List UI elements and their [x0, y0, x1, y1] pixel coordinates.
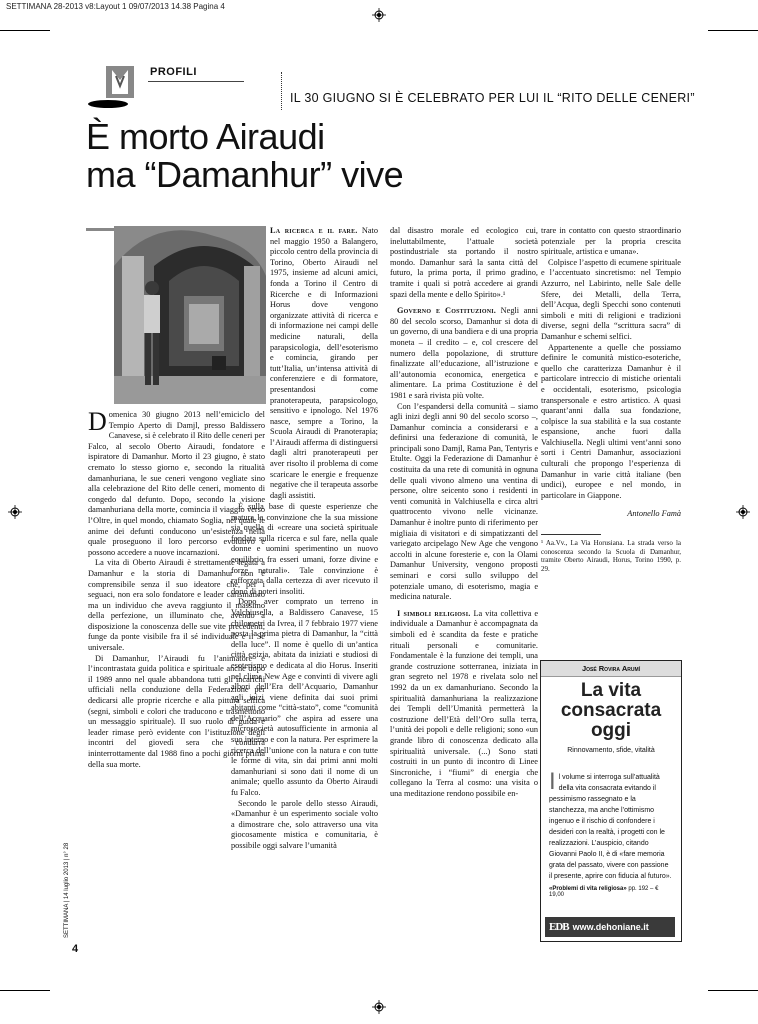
paragraph: È sulla base di queste esperienze che matura la convinzione che la sua missione sia quella di «creare una società spirituale fondata sulla ricerca e sul fare, nella quale donne e uomini sperimentino un nuovo equilibrio fra esseri umani, forze divine e forze naturali». Tale convinzione è rafforzata dalla certezza di aver ricevuto il dono di poteri insoliti.	[231, 502, 378, 596]
book-advertisement	[540, 660, 682, 942]
paragraph: dal disastro morale ed ecologico cui, ineluttabilmente, l’attuale società postindustriale sta portando il nostro mondo. Damanhur sarà la santa città del futuro, la prima porta, il primo gradino, tramite i quali si potrà accedere ai grandi spazi della mente e dello Spirito».¹	[390, 226, 538, 299]
book-description-text: l volume si interroga sull’attualità della vita consacrata evitando il pessimismo rassegnato e la stanchezza, ma anche l’ottimismo ingenuo e il rischio di confondere i desideri con la realtà, i progetti con le realizzazioni. L’auspicio, citando Giovanni Paolo II, è di «fare memoria grata del passato, vivere con passione il presente, aprire con fiducia al futuro».	[549, 774, 672, 880]
section-heading: La ricerca e il fare.	[270, 226, 358, 235]
dotted-divider	[281, 72, 282, 110]
kicker-rule	[148, 81, 244, 82]
paragraph-text: La vita collettiva e individuale a Damanhur è accompagnata da simboli ed è scandita da feste e pratiche rituali personali e comunitarie. Fondamentale è la funzione dei templi, una grande costruzione sotterranea, iniziata in gran segreto nel 1978 e rivelata solo nel 1992 da un ex damanhuriano. Secondo la spiritualità damanhuriana la realizzazione dei Templi dell’Umanità permetterà la costruzione dell’Età dell’Oro sulla terra, l’unità dei popoli e delle religioni; sono «un grande libro di conoscenza dedicato alla spiritualità universale. (...) Sono stati costruiti in un punto di incontro di Linee Sincroniche, i “fiumi” di energia che collegano la Terra al cosmo: una visita o una meditazione rendono possibile en-	[390, 608, 539, 798]
paragraph: Con l’espandersi della comunità – siamo agli inizi degli anni 90 del secolo scorso –, Damanhur comincia a considerarsi e a definirsi una federazione di comunità, le principali sono Damjl, Rama Pan, Tentyris e Etulte. Oggi la Federazione di Damanhur è costituita da una rete di comunità in ognuna delle quali vivono almeno una ventina di persone, oltre seicento sono i residenti in venti comunità in Valchiusella e circa altri quattrocento vivono nelle vicinanze. Damanhur è inoltre punto di riferimento per migliaia di visitatori e di simpatizzanti del variegato arcipelago New Age che vengono accolti in alcune foresterie e, con la Olami Damanhur University, vengono proposti seminari e corsi sullo sviluppo del potenziale umano, di esoterismo, magia e medicina naturale.	[390, 401, 538, 602]
paragraph: Secondo le parole dello stesso Airaudi, «Damanhur è un esperimento sociale volto a dimostrare che, solo attraverso una vita giocosamente mistica e comunitaria, è possibile oggi salvare l’umanità	[231, 798, 378, 850]
paragraph: Appartenente a quelle che possiamo definire le comunità mistico-esoteriche, quello che caratterizza Damanhur è il particolare intreccio di mistiche orientali e occidentali, esoterismo, psicologia transpersonale e estro artistico. A quasi quarant’anni dalla sua fondazione, colpisce la sua stabilità e la sua costante espansione, anche fuori dalla Valchiusella. Negli ultimi vent’anni sono sorti i Centri Damanhur, associazioni culturali che propongo l’esperienza di Damanhur in varie città italiane (ben undici), europee e nel mondo, in particolare in Giappone.	[541, 342, 681, 500]
author-signature: Antonello Famà	[627, 509, 681, 519]
paragraph	[270, 226, 378, 501]
article-subtitle: IL 30 GIUGNO SI È CELEBRATO PER LUI IL “RITO DELLE CENERI”	[290, 91, 695, 105]
book-series: «Problemi di vita religiosa»	[549, 886, 627, 892]
article-column-2-continued	[231, 502, 378, 852]
book-title-line: consacrata	[560, 700, 662, 721]
headline-line-1: È morto Airaudi	[86, 116, 325, 157]
book-series-price	[549, 886, 673, 898]
book-author: José Rovira Arumí	[541, 661, 681, 677]
book-title-line: oggi	[590, 720, 632, 741]
headline-line-2: ma “Damanhur” vive	[86, 154, 404, 195]
crop-mark	[0, 30, 50, 31]
publisher-logo: EDB	[549, 921, 569, 933]
book-title-line: La vita	[580, 680, 642, 701]
paragraph-text: omenica 30 giugno 2013 nell’emiciclo del Tempio Aperto di Damjl, presso Baldissero Canavese, si è celebrato il Rito delle ceneri per Falco, al secolo Oberto Airaudi, fondatore e ispiratore di Damanhur. Morto il 23 giugno, è stato cremato lo stesso giorno e, secondo la ritualità damanhuriana, le sue ceneri vengono vegliate sino alla celebrazione del Rito delle ceneri, momento di congedo dal defunto. Dopo, secondo la visione damanhuriana della morte, comincia il viaggio verso l’Oltre, in quel mondo, chiamato Soglia, nel quale le anime dei defunti conducono un’esistenza nella quale proseguono il loro percorso evolutivo e possono accedere a nuove incarnazioni.	[88, 410, 265, 557]
paragraph: Di Damanhur, l’Airaudi fu l’animatore e l’incontrastata guida politica e spirituale anche dopo il 1989 anno nel quale abbandona tutti gli incarichi ufficiali nella conduzione della Federazione per dedicarsi alle proprie ricerche e alla pittura selfica (segni, simboli e colori che traducono e trasmettono un messaggio spirituale). Il suo ruolo di guida e leader rimase però evidente con l’istituzione degli incontri del giovedì sera che condurrà ininterrottamente dal 1988 fino a pochi giorni prima della sua morte.	[88, 653, 265, 769]
paragraph	[390, 609, 538, 800]
book-title	[541, 681, 681, 741]
printer-slug: SETTIMANA 28-2013 v8:Layout 1 09/07/2013 14.38 Pagina 4	[6, 2, 225, 11]
article-column-2	[270, 226, 378, 501]
paragraph-text: Negli anni 80 del secolo scorso, Damanhur si dota di un governo, di una bandiera e di una propria moneta – il credito – e, col crescere del numero della popolazione, di strutture finalizzate all’educazione, all’istruzione e all’autonomia economica, energetica e alimentare. La prima Costituzione è del 1981 e sarà rivista più volte.	[390, 306, 539, 400]
paragraph: Colpisce l’aspetto di ecumene spirituale e l’accentuato sincretismo: nel Tempio Azzurro, nel Labirinto, nelle Sale delle Sfere, dei Metalli, della Terra, dell’Acqua, degli Specchi sono contenuti simboli e miti di religioni e tradizioni diverse, segni della “scrittura sacra” di Damanhur e schemi selfici.	[541, 257, 681, 341]
paragraph	[390, 306, 538, 401]
section-heading: Governo e Costituzioni.	[397, 306, 497, 316]
paragraph: La vita di Oberto Airaudi è strettamente legata a Damanhur e la storia di Damanhur non è comprensibile senza il suo ideatore che, per i seguaci, non era solo fondatore e leader carismatico ma un individuo che aveva raggiunto il massimo della perfezione, un illuminato che, avendo a disposizione la conoscenza delle sue vite precedenti, funge da ponte visibile fra il sé individuale e il Sé universale.	[88, 558, 265, 653]
issue-slug: SETTIMANA | 14 luglio 2013 | n° 28	[64, 842, 70, 938]
registration-mark-icon	[8, 505, 22, 519]
footnote-rule	[541, 534, 601, 535]
book-subtitle: Rinnovamento, sfide, vitalità	[567, 747, 655, 754]
book-description	[549, 768, 673, 882]
crop-mark	[0, 990, 50, 991]
dropcap: D	[88, 407, 107, 436]
paragraph-text: Nato nel maggio 1950 a Balangero, piccolo centro della provincia di Torino, Oberto Airaudi nel 1975, insieme ad alcuni amici, fonda a Torino il Centro di Ricerche e di Informazioni Horus dove vengono organizzate attività di ricerca e di informazione nei campi delle medicine naturali, della parapsicologia, dell’esoterismo e comincia, girando per tutt’Italia, un’intensa attività di conferenziere e di formatore, presentandosi come pranoterapeuta, parapsicologo, sensitivo e ipnologo. Nel 1976 nasce, sempre a Torino, la Scuola Airaudi di Pranoterapia; l’Airaudi afferma di distinguersi dagli altri pranoterapeuti per aver risolto il problema di come scaricare le energie e frequenze negative che il terapeuta assorbe dagli assistiti.	[270, 226, 378, 500]
dropcap: I	[549, 768, 556, 795]
section-heading: I simboli religiosi.	[397, 608, 471, 618]
publisher-banner	[545, 917, 675, 937]
section-kicker: PROFILI	[150, 66, 197, 78]
paragraph: Dopo aver comprato un terreno in Valchiusella, a Baldissero Canavese, 15 chilometri da Ivrea, il 7 febbraio 1977 viene posta la prima pietra di Damanhur, la “città della luce”. Il nome è quello di un’antica città egizia, abitata da iniziati e studiosi di esoterismo e dedicata al dio Horus. Inseriti nel clima New Age e convinti di vivere agli albori dell’Era dell’Acquario, Damanhur agli inizi viene definita dai suoi primi abitanti come “città-stato”, come “comunità dell’Acquario” che aspira ad essere una microsocietà autosufficiente in armonia al suo interno e con la natura. Per esprimere la ricerca dell’unione con la natura e con tutte le forme di vita, sin dai primi anni molti damanhuriani si sono dati il nome di un animale; quello assunto da Oberto Airaudi fu Falco.	[231, 597, 378, 798]
publisher-url: www.dehoniane.it	[572, 922, 649, 932]
registration-mark-icon	[372, 1000, 386, 1014]
article-headline	[86, 118, 403, 194]
footnote: ¹ Aa.Vv., La Via Horusiana. La strada verso la conoscenza secondo la Scuola di Damanhur, tramite Oberto Airaudi, Horus, Torino 1990, p. 29.	[541, 539, 681, 573]
book-price: pp. 192 – € 19,00	[549, 886, 659, 898]
temple-photo	[114, 226, 266, 404]
paragraph: trare in contatto con questo straordinario potenziale per la propria crescita spirituale, artistica e umana».	[541, 226, 681, 257]
registration-mark-icon	[372, 8, 386, 22]
page-number: 4	[72, 943, 79, 955]
crop-mark	[708, 30, 758, 31]
article-column-4	[541, 226, 681, 573]
registration-mark-icon	[736, 505, 750, 519]
article-column-3	[390, 226, 538, 799]
crop-mark	[708, 990, 758, 991]
section-logo-icon	[86, 64, 142, 110]
